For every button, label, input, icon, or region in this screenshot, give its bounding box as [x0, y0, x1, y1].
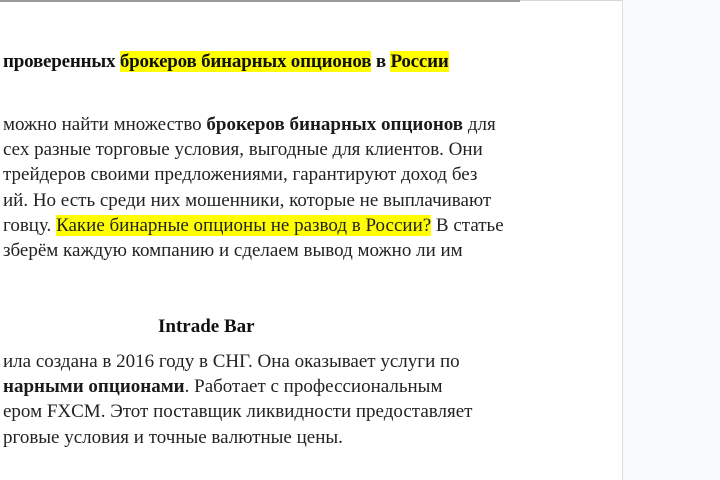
paragraph-line: сех разные торговые условия, выгодные для клиентов. Они	[3, 139, 483, 161]
paragraph-line: ером FXCM. Этот поставщик ликвидности предоставляет	[3, 401, 473, 423]
paragraph-line	[3, 374, 472, 399]
text-run: можно найти множество	[3, 114, 207, 135]
section-paragraph	[3, 349, 472, 450]
section-heading-intrade-bar: Intrade Bar	[158, 316, 255, 337]
paragraph-line: зберём каждую компанию и сделаем вывод можно ли им	[3, 239, 463, 261]
heading-highlight-russia: России	[390, 51, 449, 72]
heading-text: проверенных	[3, 51, 120, 72]
right-side-panel	[622, 0, 720, 480]
text-run: В статье	[431, 214, 504, 236]
scroll-progress-bar	[0, 0, 520, 2]
intro-paragraph	[3, 112, 504, 263]
article-heading	[3, 49, 449, 75]
top-divider	[520, 0, 622, 1]
text-run: для	[463, 114, 496, 135]
paragraph-line: ий. Но есть среди них мошенники, которые не выплачивают	[3, 189, 492, 211]
heading-text: в	[371, 51, 391, 72]
bold-keyword: брокеров бинарных опционов	[206, 114, 464, 135]
paragraph-line: ила создана в 2016 году в СНГ. Она оказывает услуги по	[3, 351, 460, 372]
heading-highlight-brokers: брокеров бинарных опционов	[119, 51, 372, 72]
paragraph-line: трейдеров своими предложениями, гарантируют доход без	[3, 164, 478, 186]
text-run: говцу.	[3, 214, 57, 236]
paragraph-line	[3, 112, 504, 137]
highlighted-question: Какие бинарные опционы не развод в России?	[56, 214, 432, 236]
text-run: . Работает с профессиональным	[184, 376, 443, 398]
bold-keyword: нарными опционами	[3, 376, 185, 398]
paragraph-line: рговые условия и точные валютные цены.	[3, 426, 343, 448]
paragraph-line	[3, 213, 504, 238]
